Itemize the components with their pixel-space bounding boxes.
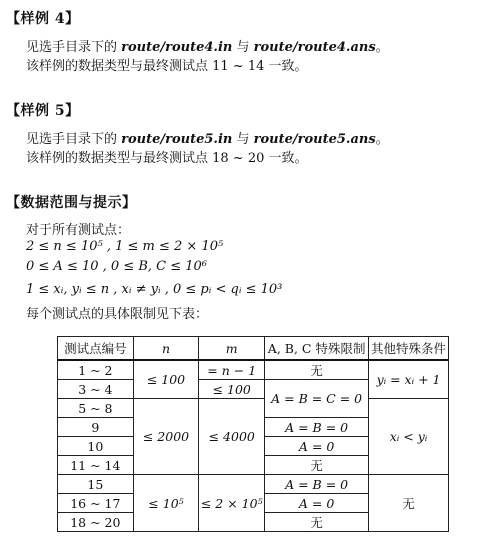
table-row [58, 475, 449, 494]
other-cell: xᵢ < yᵢ [369, 399, 449, 475]
constraints-intro: 对于所有测试点： [26, 223, 131, 238]
example4-mid: 与 [232, 40, 254, 55]
constraint-abc: 0 ≤ A ≤ 10 , 0 ≤ B, C ≤ 10⁶ [26, 259, 208, 274]
example5-prefix: 见选手目录下的 [26, 132, 122, 147]
example5-input-file: route/route5.in [121, 132, 233, 147]
test-id-cell: 11 ~ 14 [58, 456, 134, 475]
example5-line1 [26, 128, 389, 147]
abc-cell: A = B = C = 0 [265, 380, 369, 418]
example4-heading: 【样例 4】 [6, 11, 80, 27]
m-cell: ≤ 100 [199, 380, 265, 399]
abc-cell: A = 0 [265, 437, 369, 456]
table-row [58, 399, 449, 418]
header-test-id: 测试点编号 [58, 337, 134, 361]
example4-prefix: 见选手目录下的 [26, 40, 122, 55]
constraint-n-m: 2 ≤ n ≤ 10⁵ , 1 ≤ m ≤ 2 × 10⁵ [26, 239, 224, 254]
example5-line2: 该样例的数据类型与最终测试点 18 ~ 20 一致。 [26, 151, 308, 166]
abc-cell: A = 0 [265, 494, 369, 513]
m-cell: ≤ 2 × 10⁵ [199, 475, 265, 532]
test-id-cell: 16 ~ 17 [58, 494, 134, 513]
n-cell: ≤ 10⁵ [133, 475, 199, 532]
example4-line1 [26, 36, 389, 55]
test-id-cell: 15 [58, 475, 134, 494]
table-row [58, 360, 449, 380]
example4-answer-file: route/route4.ans [253, 40, 376, 55]
example5-answer-file: route/route5.ans [253, 132, 376, 147]
example5-heading: 【样例 5】 [6, 103, 80, 119]
abc-cell: 无 [265, 456, 369, 475]
other-cell: 无 [369, 475, 449, 532]
abc-cell: 无 [265, 360, 369, 380]
test-id-cell: 18 ~ 20 [58, 513, 134, 532]
table-intro: 每个测试点的具体限制见下表： [26, 307, 209, 322]
test-id-cell: 1 ~ 2 [58, 360, 134, 380]
test-id-cell: 9 [58, 418, 134, 437]
n-cell: ≤ 100 [133, 360, 199, 399]
n-cell: ≤ 2000 [133, 399, 199, 475]
example5-mid: 与 [232, 132, 254, 147]
header-m: m [199, 337, 265, 361]
test-id-cell: 10 [58, 437, 134, 456]
example4-suffix: 。 [375, 40, 389, 55]
example5-suffix: 。 [375, 132, 389, 147]
abc-cell: A = B = 0 [265, 475, 369, 494]
abc-cell: A = B = 0 [265, 418, 369, 437]
header-n: n [133, 337, 199, 361]
table-header-row [58, 337, 449, 361]
example4-input-file: route/route4.in [121, 40, 233, 55]
header-other: 其他特殊条件 [369, 337, 449, 361]
example4-line2: 该样例的数据类型与最终测试点 11 ~ 14 一致。 [26, 59, 308, 74]
test-id-cell: 3 ~ 4 [58, 380, 134, 399]
m-cell: = n − 1 [199, 360, 265, 380]
constraint-edges: 1 ≤ xᵢ, yᵢ ≤ n , xᵢ ≠ yᵢ , 0 ≤ pᵢ < qᵢ ≤ 10³ [26, 282, 283, 297]
test-id-cell: 5 ~ 8 [58, 399, 134, 418]
constraints-heading: 【数据范围与提示】 [6, 195, 137, 211]
header-abc: A, B, C 特殊限制 [265, 337, 369, 361]
abc-cell: 无 [265, 513, 369, 532]
other-cell: yᵢ = xᵢ + 1 [369, 360, 449, 399]
m-cell: ≤ 4000 [199, 399, 265, 475]
limits-table [57, 336, 449, 532]
